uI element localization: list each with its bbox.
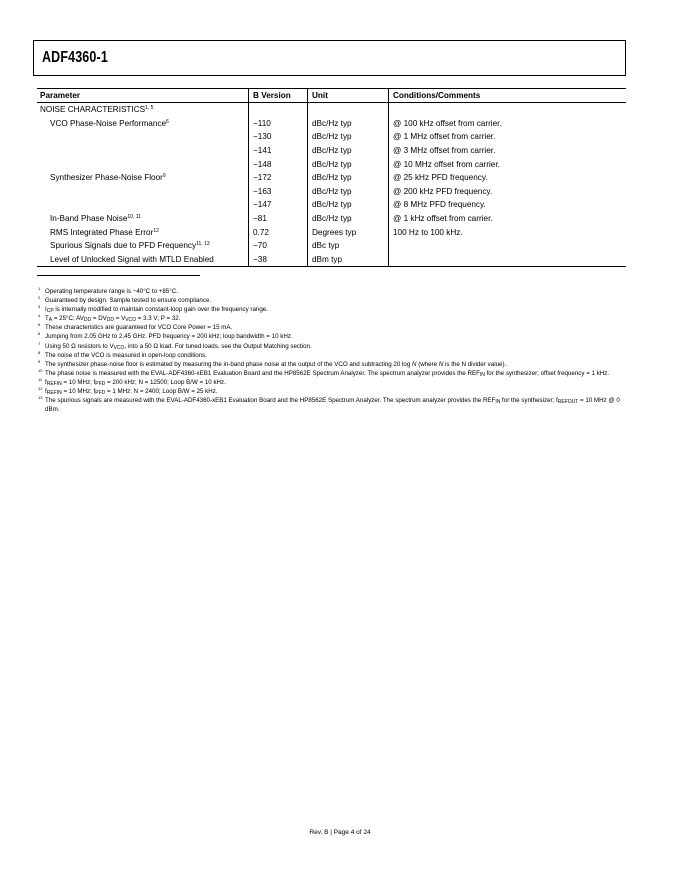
value-cell: −148: [249, 157, 308, 171]
table-row: [37, 198, 626, 212]
value-cell: −130: [249, 130, 308, 144]
condition-cell: @ 100 kHz offset from carrier.: [389, 117, 627, 131]
unit-cell: dBc/Hz typ: [308, 157, 389, 171]
param-cell: Spurious Signals due to PFD Frequency$^{11, 13}$: [50, 241, 210, 251]
param-cell: [37, 198, 249, 212]
param-cell: [37, 144, 249, 158]
table-row: [37, 185, 626, 199]
value-cell: −38: [249, 253, 308, 267]
param-cell: [37, 157, 249, 171]
table-row: [37, 171, 626, 185]
table-row: [37, 239, 626, 253]
value-cell: −141: [249, 144, 308, 158]
footnotes: [38, 287, 628, 414]
condition-cell: [389, 253, 627, 267]
unit-cell: dBc/Hz typ: [308, 185, 389, 199]
footnote-10: 10 The phase noise is measured with the EVAL-ADF4360-xEB1 Evaluation Board and the HP8562E Spectrum Analyzer. The spectrum analyzer provides the $REF_{IN}$ for the synthesizer; offset frequency = 1 kHz.: [38, 367, 610, 378]
value-cell: −172: [249, 171, 308, 185]
unit-cell: dBc/Hz typ: [308, 198, 389, 212]
value-cell: 0.72: [249, 225, 308, 239]
page-title: ADF4360-1: [42, 49, 108, 66]
specifications-table: [37, 88, 626, 267]
footnote-6: 6 Jumping from 2.05 GHz to 2.45 GHz. PFD frequency = 200 kHz; loop bandwidth = 10 kHz.: [38, 331, 293, 341]
footnote-12: 12 $f_{REFIN} = 10$ MHz; $f_{PFD} = 1$ MHz; N = 2400; Loop B/W = 25 kHz.: [38, 386, 218, 397]
condition-cell: [389, 239, 627, 253]
condition-cell: @ 200 kHz PFD frequency.: [389, 185, 627, 199]
footnote-5: 5 These characteristics are guaranteed for VCO Core Power = 15 mA.: [38, 322, 233, 332]
group-label: NOISE CHARACTERISTICS$^{1, 5}$: [40, 105, 154, 115]
value-cell: −110: [249, 117, 308, 131]
condition-cell: @ 1 kHz offset from carrier.: [389, 212, 627, 226]
footnote-7: 7 Using 50 Ω resistors to $V_{VCO}$, into a 50 Ω load. For tuned loads, see the Output Matching section.: [38, 340, 312, 351]
param-cell: VCO Phase-Noise Performance$^6$: [50, 118, 169, 128]
condition-cell: @ 3 MHz offset from carrier.: [389, 144, 627, 158]
unit-cell: dBm typ: [308, 253, 389, 267]
value-cell: −70: [249, 239, 308, 253]
table-row: [37, 157, 626, 171]
value-cell: −147: [249, 198, 308, 212]
value-cell: −81: [249, 212, 308, 226]
footnote-3: 3 $I_{CP}$ is internally modified to maintain constant-loop gain over the frequency range.: [38, 304, 268, 315]
param-cell: RMS Integrated Phase Error$^{12}$: [50, 227, 159, 237]
table-row: [37, 117, 626, 131]
param-cell: [37, 130, 249, 144]
table-group-row: [37, 103, 626, 117]
condition-cell: @ 10 MHz offset from carrier.: [389, 157, 627, 171]
value-cell: −163: [249, 185, 308, 199]
table-row: [37, 212, 626, 226]
footnote-11: 11 $f_{REFIN} = 10$ MHz; $f_{PFD} = 200$ kHz; N = 12500; Loop B/W = 10 kHz.: [38, 376, 226, 387]
column-header-parameter: Parameter: [37, 89, 249, 103]
table-row: [37, 144, 626, 158]
footnote-9: 9 The synthesizer phase-noise floor is estimated by measuring the in-band phase noise at the output of the VCO and subtracting 20 log N (where N is the N divider value).: [38, 358, 507, 368]
condition-cell: @ 1 MHz offset from carrier.: [389, 130, 627, 144]
param-cell: Synthesizer Phase-Noise Floor$^9$: [50, 173, 166, 183]
unit-cell: dBc/Hz typ: [308, 130, 389, 144]
condition-cell: @ 8 MHz PFD frequency.: [389, 198, 627, 212]
footnote-2: 2 Guaranteed by design. Sample tested to ensure compliance.: [38, 295, 212, 305]
footnote-1: 1 Operating temperature range is −40°C to +85°C.: [38, 286, 178, 295]
column-header-b-version: B Version: [249, 89, 308, 103]
condition-cell: 100 Hz to 100 kHz.: [389, 225, 627, 239]
table-row: [37, 225, 626, 239]
unit-cell: dBc/Hz typ: [308, 144, 389, 158]
param-cell: Level of Unlocked Signal with MTLD Enabled: [37, 253, 249, 267]
footnote-divider: [37, 275, 200, 276]
unit-cell: dBc/Hz typ: [308, 212, 389, 226]
unit-cell: dBc typ: [308, 239, 389, 253]
footnote-8: 8 The noise of the VCO is measured in open-loop conditions.: [38, 349, 207, 359]
footnote-13: 13 The spurious signals are measured with the EVAL-ADF4360-xEB1 Evaluation Board and the HP8562E Spectrum Analyzer. The spectrum analyzer provides the $REF_{IN}$ for the synthesizer; $f_{REFOUT} = 10$ MHz @ 0 dBm.: [38, 395, 620, 414]
condition-cell: @ 25 kHz PFD frequency.: [389, 171, 627, 185]
unit-cell: Degrees typ: [308, 225, 389, 239]
param-cell: In-Band Phase Noise$^{10, 11}$: [50, 214, 141, 224]
table-row: [37, 130, 626, 144]
footnote-4: 4 $T_A = 25^\circ C$; $AV_{DD} = DV_{DD} = V_{VCO} = 3.3$ V; P = 32.: [38, 313, 181, 324]
table-row: [37, 253, 626, 267]
unit-cell: dBc/Hz typ: [308, 117, 389, 131]
column-header-unit: Unit: [308, 89, 389, 103]
page-footer: Rev. B | Page 4 of 24: [309, 829, 371, 836]
table-header-row: [37, 89, 626, 103]
unit-cell: dBc/Hz typ: [308, 171, 389, 185]
column-header-conditions: Conditions/Comments: [389, 89, 627, 103]
param-cell: [37, 185, 249, 199]
page-header: [33, 40, 626, 76]
